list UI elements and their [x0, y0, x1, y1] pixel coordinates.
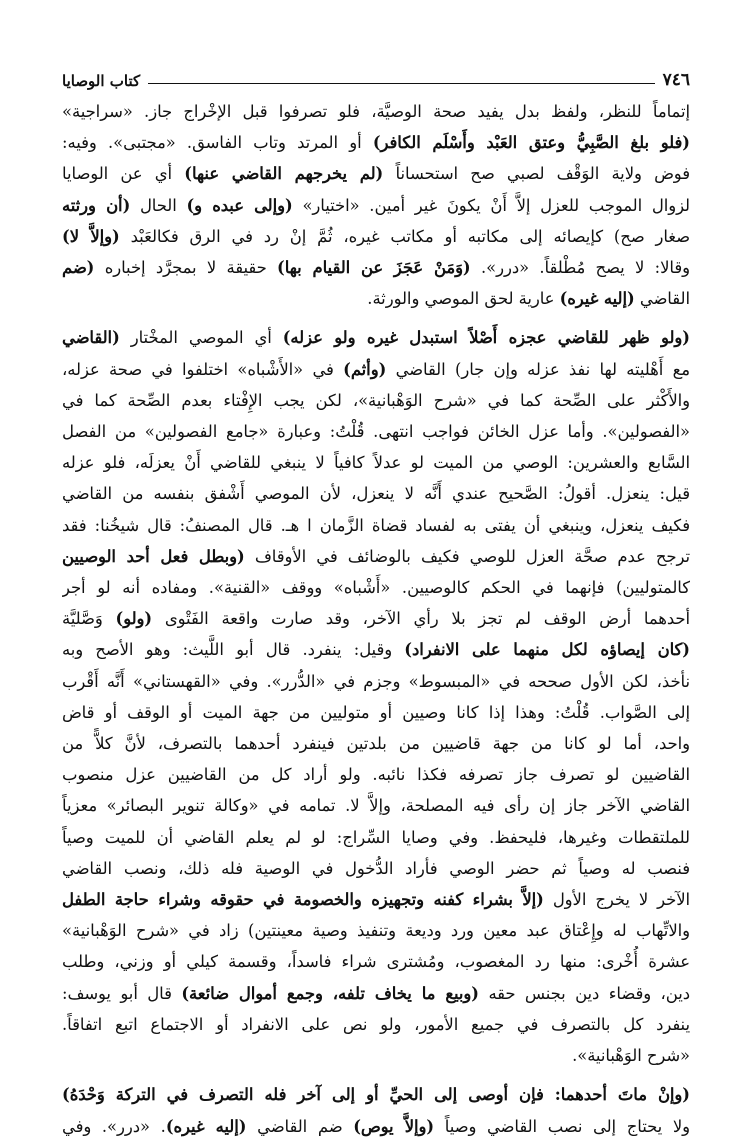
text-line: كالمتوليين) فإنهما في الحكم كالوصيين. «أَشْباه» ووقف «القنية». ومفاده أنه لو أجر — [62, 578, 690, 598]
text-line: نأخذ، لكن الأول صححه في «المبسوط» وجزم في «الدُّرر». وفي «القهستاني» أَنَّه أَقْرب — [62, 671, 690, 691]
text-line: وقالا: لا يصح مُطْلقاً. «درر». (وَمَنْ عَجَزَ عن القيام بها) حقيقة لا بمجرَّد إخباره (ضم — [62, 258, 690, 278]
text-line: دين، وقضاء دين بجنس حقه (وبيع ما يخاف تلفه، وجمع أموال ضائعة) قال أبو يوسف: — [62, 983, 690, 1003]
text-line: فنصب له وصياً ثم حضر الوصي فأراد الدُّخول في الوصية فله ذلك، ونصب القاضي — [62, 858, 690, 878]
running-title: كتاب الوصايا — [62, 72, 141, 90]
text-line: إتماماً للنظر، ولفظ بدل يفيد صحة الوصيَّة، فلو تصرفوا قبل الإخْراج جاز. «سراجية» — [62, 102, 690, 121]
text-line: واحد، أما لو كانا من جهة قاضيين من بلدتين فينفرد أحدهما بالتصرف، لأنَّ كلاًّ من — [62, 734, 690, 754]
page-number: ٧٤٦ — [662, 70, 690, 90]
text-line: القاضيين لو تصرف جاز تصرفه فكذا نائبه. ولو أراد كل من القاضيين عزل منصوب — [62, 765, 690, 785]
paragraph-2 — [62, 322, 690, 1071]
text-line: أحدهما أرض الوقف لم تجز بلا رأي الآخر، وقد صارت واقعة الفَتْوى (ولو) وَصَّليَّة — [62, 609, 690, 629]
text-line: ولا يحتاج إلى نصب القاضي وصياً (وإلاَّ يوص) ضم القاضي (إليه غيره). «درر». وفي — [62, 1116, 690, 1136]
text-line: (فلو بلغ الصَّبِيُّ وعتق العَبْد وأَسْلَم الكافر) أو المرتد وتاب الفاسق. «مجتبى». وفيه: — [62, 133, 690, 153]
text-line: مع أَهْليته لها نفذ عزله وإن جار) القاضي (وأثم) في «الأَشْباه» اختلفوا في صحة عزله، — [62, 359, 690, 379]
text-line: صغار صح) كإيصائه إلى مكاتبه أو مكاتب غيره، ثُمَّ إنْ رد في الرق فكالعَبْد (وإلاَّ لا) — [62, 226, 690, 246]
page-body — [62, 96, 690, 1142]
text-line: فوض ولاية الوَقْف لصبي صح استحساناً (لم يخرجهم القاضي عنها) أي عن الوصايا — [62, 164, 690, 184]
text-line: السَّابع والعشرين: الوصي من الميت لو عدلاً كافياً لا ينبغي للقاضي أَنْ يعزلَه، فلو عزله — [62, 453, 690, 473]
page-header — [62, 60, 690, 90]
text-line: للملتقطات وغيرها، فليحفظ. وفي وصايا السِّراج: لو لم يعلم القاضي أن للميت وصياً — [62, 827, 690, 847]
text-line: عشرة أُخْرى: منها رد المغصوب، ومُشترى شراء فاسداً، وقسمة كيلي أو وزني، وطلب — [62, 952, 690, 972]
paragraph-1 — [62, 96, 690, 314]
header-rule — [148, 83, 654, 84]
text-line: القاضي (إليه غيره) عارية لحق الموصي والورثة. — [367, 289, 690, 309]
text-line: «شرح الوَهْبانية». — [572, 1046, 690, 1066]
text-line: ترجح عدم صحَّة العزل للوصي فكيف بالوضائف في الأوقاف (وبطل فعل أحد الوصيين — [62, 546, 690, 566]
text-line: لزوال الموجب للعزل إلاَّ أَنْ يكونَ غير أمين. «اختيار» (وإلى عبده و) الحال (أن ورثته — [62, 195, 690, 215]
text-line: (ولو ظهر للقاضي عجزه أَصْلاً استبدل غيره ولو عزله) أي الموصي المخْتار (القاضي — [62, 328, 690, 348]
text-line: والاتِّهاب له وإِعْتاق عبد معين ورد وديعة وتنفيذ وصية معينتين) زاد في «شرح الوَهْبانية» — [62, 921, 690, 941]
text-line: والأَكْثر على الصِّحة كما في «شرح الوَهْبانية»، لكن يجب الإِفْتاء بعدم الصِّحة كما في — [62, 390, 690, 410]
text-line: الآخر لا يخرج الأول (إلاَّ بشراء كفنه وتجهيزه والخصومة في حقوقه وشراء حاجة الطفل — [62, 890, 690, 910]
paragraph-3 — [62, 1079, 690, 1141]
text-line: ينفرد كل بالتصرف في جميع الأمور، ولو نص على الانفراد أو الاجتماع اتبع اتفاقاً. — [62, 1014, 690, 1034]
text-line: (وإنْ ماتَ أحدهما: فإن أوصى إلى الحيِّ أو إلى آخر فله التصرف في التركة وَحْدَهُ) — [62, 1085, 690, 1105]
text-line: إلى الصَّواب. قُلْتُ: وهذا إذا كانا وصيين أو متوليين من جهة الميت أو الوقف أو قاض — [62, 702, 690, 722]
text-line: «الفصولين». وأما عزل الخائن فواجب انتهى. قُلْتُ: وعبارة «جامع الفصولين» من الفصل — [62, 422, 690, 442]
text-line: القاضي الآخر جاز إن رأى فيه المصلحة، وإلاَّ لا. تمامه في «وكالة تنوير البصائر» معزياً — [62, 796, 690, 816]
text-line: فكيف ينعزل، وينبغي أن يفتى به لفساد قضاة الزَّمان ا هـ. قال المصنفُ: قال شيخُنا: فقد — [62, 515, 690, 535]
text-line: قيل: ينعزل. أقولُ: الصَّحيح عندي أَنَّه لا ينعزل، لأن الموصي أَشْفق بنفسه من القاضي — [62, 484, 690, 504]
text-line: (كان إيصاؤه لكل منهما على الانفراد) وقيل: ينفرد. قال أبو اللَّيث: وهو الأصح وبه — [62, 640, 690, 660]
